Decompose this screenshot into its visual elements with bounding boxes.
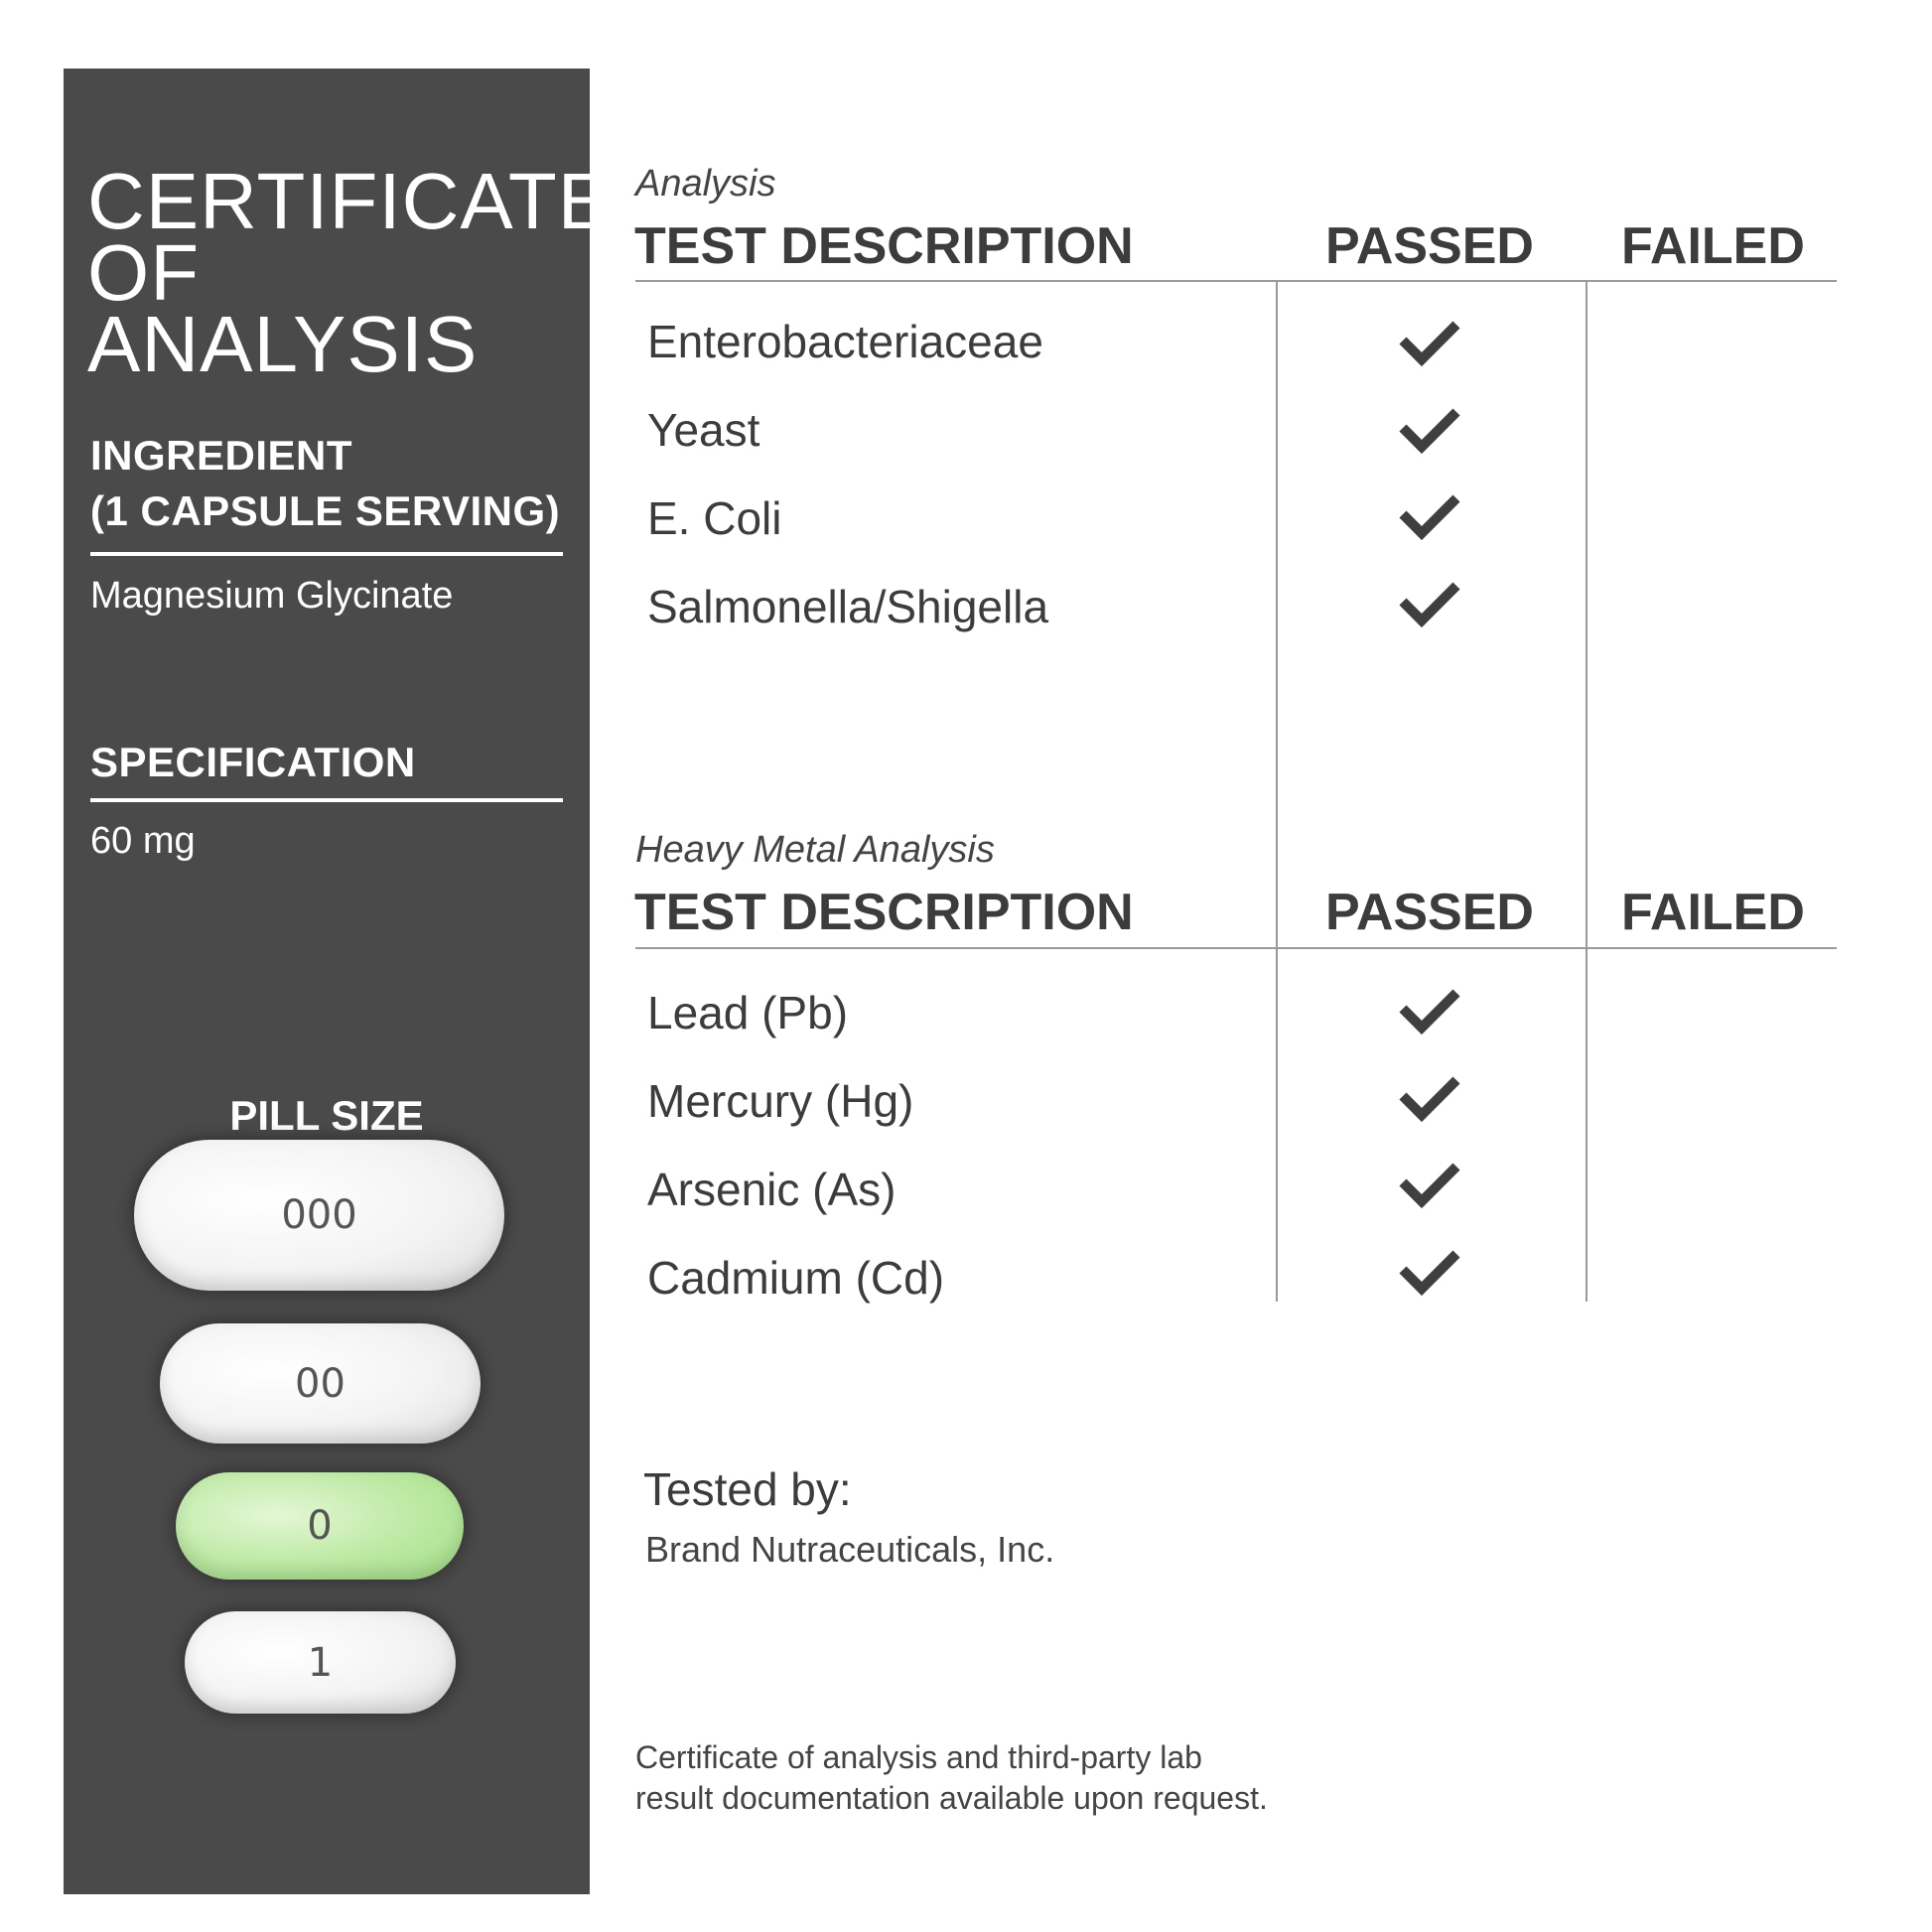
capsule-size-0-selected bbox=[176, 1472, 464, 1580]
ingredient-heading-line-1: INGREDIENT bbox=[90, 432, 353, 479]
footnote bbox=[635, 1737, 1430, 1819]
analysis-row-label: Enterobacteriaceae bbox=[647, 316, 1043, 367]
ingredient-divider bbox=[90, 552, 563, 556]
capsule-size-1 bbox=[185, 1611, 456, 1714]
checkmark-icon bbox=[1398, 405, 1461, 455]
footnote-line-1: Certificate of analysis and third-party lab bbox=[635, 1739, 1202, 1775]
checkmark-icon bbox=[1398, 1247, 1461, 1297]
tested-by-value: Brand Nutraceuticals, Inc. bbox=[645, 1529, 1055, 1570]
capsule-label: 000 bbox=[281, 1192, 357, 1238]
heavy-metal-row-label: Lead (Pb) bbox=[647, 987, 849, 1038]
analysis-header-failed: FAILED bbox=[1621, 217, 1805, 275]
certificate-title bbox=[87, 157, 613, 388]
analysis-row-label: E. Coli bbox=[647, 492, 782, 544]
analysis-row-label: Yeast bbox=[647, 404, 760, 456]
heavy-metal-header-description: TEST DESCRIPTION bbox=[634, 884, 1134, 941]
checkmark-icon bbox=[1398, 318, 1461, 367]
footnote-line-2: result documentation available upon request. bbox=[635, 1780, 1268, 1816]
analysis-header-description: TEST DESCRIPTION bbox=[634, 217, 1134, 275]
checkmark-icon bbox=[1398, 1160, 1461, 1209]
heavy-metal-row-label: Mercury (Hg) bbox=[647, 1075, 914, 1127]
pill-size-title: PILL SIZE bbox=[229, 1092, 424, 1139]
specification-divider bbox=[90, 798, 563, 802]
ingredient-heading bbox=[90, 428, 560, 539]
analysis-header-passed: PASSED bbox=[1325, 217, 1534, 275]
ingredient-value: Magnesium Glycinate bbox=[90, 575, 454, 617]
sidebar-panel bbox=[64, 69, 613, 1894]
capsule-label: 0 bbox=[307, 1503, 333, 1549]
heavy-metal-section-label: Heavy Metal Analysis bbox=[635, 829, 995, 871]
analysis-header-rule bbox=[635, 280, 1837, 282]
checkmark-icon bbox=[1398, 986, 1461, 1035]
checkmark-icon bbox=[1398, 1073, 1461, 1123]
ingredient-heading-line-2: (1 CAPSULE SERVING) bbox=[90, 487, 561, 534]
checkmark-icon bbox=[1398, 491, 1461, 541]
analysis-row-label: Salmonella/Shigella bbox=[647, 581, 1049, 632]
title-line-1: CERTIFICATE bbox=[87, 157, 613, 245]
column-divider-passed bbox=[1276, 281, 1278, 1302]
capsule-label: 00 bbox=[295, 1360, 345, 1407]
column-divider-failed bbox=[1586, 281, 1587, 1302]
capsule-size-00 bbox=[160, 1323, 481, 1444]
checkmark-icon bbox=[1398, 579, 1461, 628]
analysis-section-label: Analysis bbox=[635, 163, 776, 205]
heavy-metal-header-failed: FAILED bbox=[1621, 884, 1805, 941]
capsule-size-000 bbox=[134, 1140, 504, 1291]
heavy-metal-row-label: Cadmium (Cd) bbox=[647, 1252, 945, 1304]
capsule-label: 1 bbox=[307, 1639, 334, 1686]
heavy-metal-header-passed: PASSED bbox=[1325, 884, 1534, 941]
title-line-2: OF ANALYSIS bbox=[87, 228, 479, 388]
tested-by-label: Tested by: bbox=[643, 1463, 852, 1515]
specification-heading: SPECIFICATION bbox=[90, 739, 416, 785]
heavy-metal-header-rule bbox=[635, 947, 1837, 949]
heavy-metal-row-label: Arsenic (As) bbox=[647, 1164, 897, 1215]
specification-value: 60 mg bbox=[90, 820, 196, 862]
